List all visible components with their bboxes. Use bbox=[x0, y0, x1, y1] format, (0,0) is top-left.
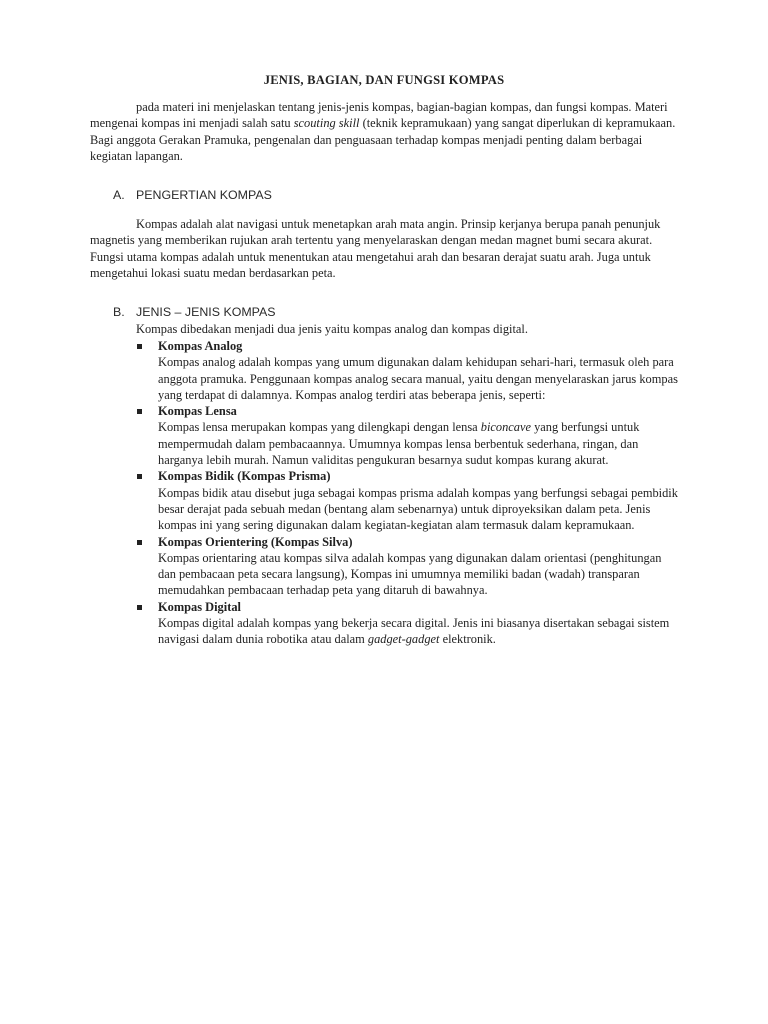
list-item-title: Kompas Analog bbox=[158, 339, 243, 353]
list-item bbox=[136, 403, 681, 468]
list-item-body bbox=[158, 550, 681, 599]
section-b-letter: B. bbox=[113, 305, 125, 319]
list-item bbox=[136, 468, 681, 533]
list-item-body-text: Kompas orientaring atau kompas silva adalah kompas yang digunakan dalam orientasi (penghitungan dan pembacaan peta secara langsung), Kompas ini umumnya memiliki badan (wadah) transparan memudahkan pembacaan terhadap peta yang ditaruh di bawahnya. bbox=[158, 550, 662, 598]
list-item-body-text: Kompas digital adalah kompas yang bekerja secara digital. Jenis ini biasanya disertakan sebagai sistem navigasi dalam dunia robotika atau dalam bbox=[158, 616, 670, 647]
list-item-body-text-end: elektronik. bbox=[439, 632, 496, 647]
intro-italic-term: scouting skill bbox=[293, 116, 360, 131]
section-b-heading bbox=[113, 305, 276, 319]
section-b-title: JENIS – JENIS KOMPAS bbox=[136, 305, 276, 319]
list-item-title: Kompas Orientering (Kompas Silva) bbox=[158, 534, 353, 549]
list-item-body bbox=[158, 485, 681, 534]
section-a-letter: A. bbox=[113, 188, 125, 202]
section-a-heading bbox=[113, 188, 272, 202]
bullet-square-icon bbox=[137, 344, 142, 349]
intro-text-1: pada materi ini menjelaskan tentang jenis-jenis kompas, bagian-bagian kompas, dan fungsi kompas. Materi mengenai kompas ini menjadi salah satu bbox=[90, 100, 668, 131]
list-item-body-text-end: yang berfungsi untuk mempermudah dalam pembacaannya. Umumnya kompas lensa berbentuk sederhana, ringan, dan harganya lebih murah. Namun validitas pengukuran besarnya sudut kompas kurang akurat. bbox=[158, 420, 640, 468]
list-item-body-text: Kompas bidik atau disebut juga sebagai kompas prisma adalah kompas yang berfungsi sebagai pembidik besar derajat pada sebuah medan (bentang alam sebenarnya) untuk diproyeksikan dalam peta. Jenis kompas ini yang sering digunakan dalam kegiatan-kegiatan alam termasuk dalam kepramukaan. bbox=[158, 485, 678, 533]
list-item-body-text: Kompas analog adalah kompas yang umum digunakan dalam kehidupan sehari-hari, termasuk oleh para anggota pramuka. Penggunaan kompas analog secara manual, yaitu dengan menyelaraskan jarus kompas yang terdapat di dalamnya. Kompas analog terdiri atas beberapa jenis, seperti: bbox=[158, 355, 678, 402]
list-item-body bbox=[158, 354, 681, 403]
intro-paragraph bbox=[90, 99, 680, 164]
section-a-paragraph: Kompas adalah alat navigasi untuk menetapkan arah mata angin. Prinsip kerjanya berupa panah penunjuk magnetis yang memberikan rujukan arah tertentu yang menyelaraskan dengan medan magnet bumi secara akurat. Fungsi utama kompas adalah untuk menentukan atau mengetahui arah dan besaran derajat suatu arah. Juga untuk mengetahui lokasi suatu medan berdasarkan peta. bbox=[90, 217, 661, 280]
list-item-title: Kompas Digital bbox=[158, 599, 241, 614]
list-item bbox=[136, 599, 681, 648]
compass-types-list bbox=[136, 338, 681, 648]
document-title: JENIS, BAGIAN, DAN FUNGSI KOMPAS bbox=[263, 73, 505, 87]
list-item-italic: gadget-gadget bbox=[367, 632, 440, 647]
list-item-body-text: Kompas lensa merupakan kompas yang dilengkapi dengan lensa bbox=[158, 420, 481, 435]
list-item-body bbox=[158, 419, 681, 468]
list-item bbox=[136, 534, 681, 599]
list-item-italic: biconcave bbox=[480, 420, 531, 435]
bullet-square-icon bbox=[137, 474, 142, 479]
list-item bbox=[136, 338, 681, 403]
intro-text-2: (teknik kepramukaan) yang sangat diperlukan di kepramukaan. Bagi anggota Gerakan Pramuka, pengenalan dan penguasaan terhadap kompas menjadi penting dalam berbagai kegiatan lapangan. bbox=[90, 116, 676, 163]
bullet-square-icon bbox=[137, 540, 142, 545]
section-b-intro: Kompas dibedakan menjadi dua jenis yaitu kompas analog dan kompas digital. bbox=[136, 322, 528, 336]
list-item-title: Kompas Bidik (Kompas Prisma) bbox=[158, 469, 331, 484]
bullet-square-icon bbox=[137, 605, 142, 610]
section-a-title: PENGERTIAN KOMPAS bbox=[136, 188, 272, 202]
bullet-square-icon bbox=[137, 409, 142, 414]
list-item-body bbox=[158, 615, 681, 648]
list-item-title: Kompas Lensa bbox=[158, 404, 237, 419]
